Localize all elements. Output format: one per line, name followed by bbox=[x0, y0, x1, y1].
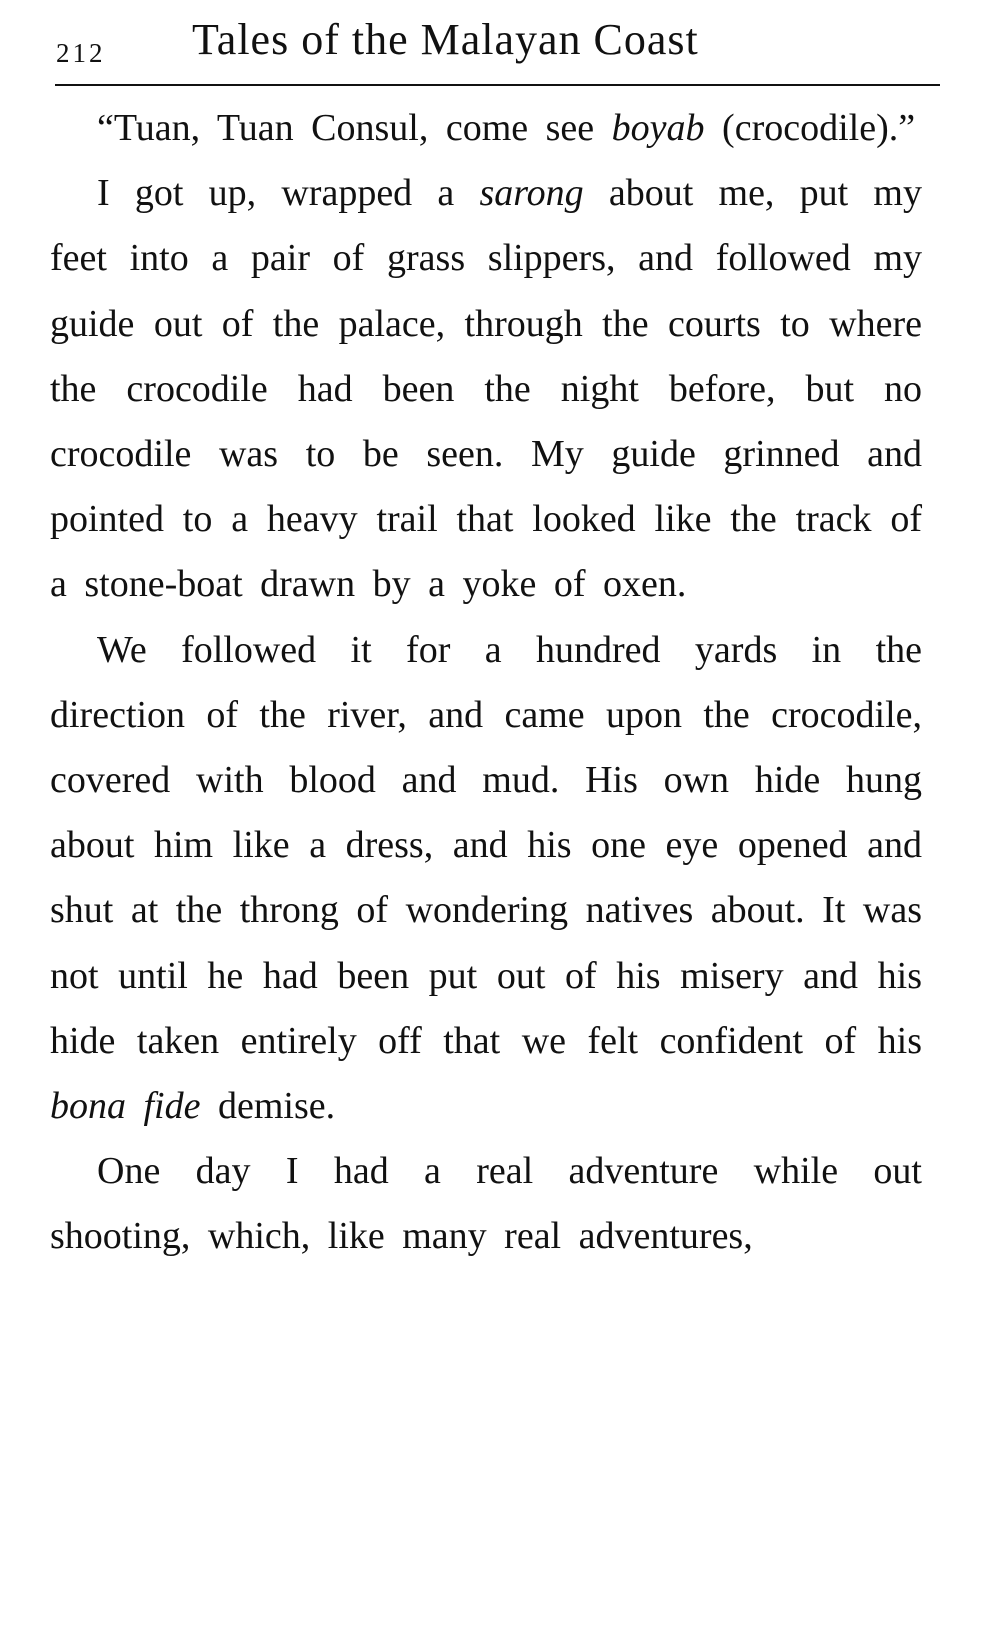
paragraph-2 bbox=[50, 161, 922, 617]
paragraph-1 bbox=[50, 96, 922, 161]
text-run: We followed it for a hundred yards in the direction of the river, and came upon the crocodile, covered with blood and mud. His own hide hung about him like a dress, and his one eye opened and shut at the throng of wondering natives about. It was not until he had been put out of his misery and his hide taken entirely off that we felt confident of his bbox=[50, 628, 922, 1062]
text-run: I got up, wrapped a bbox=[97, 172, 480, 215]
text-run: (crocodile).” bbox=[704, 107, 916, 149]
body-text bbox=[50, 96, 922, 1270]
paragraph-4 bbox=[50, 1139, 922, 1269]
italic-run: boyab bbox=[611, 107, 705, 149]
italic-run: sarong bbox=[479, 172, 584, 215]
header-rule bbox=[55, 84, 940, 86]
page-header bbox=[50, 8, 940, 68]
text-run: about me, put my feet into a pair of grass slippers, and followed my guide out of the palace, through the courts to where the crocodile had been the night before, but no crocodile was to be seen. My guide grinned and pointed to a heavy trail that looked like the track of a stone-boat drawn by a yoke of oxen. bbox=[50, 172, 922, 606]
text-run: One day I had a real adventure while out shooting, which, like many real adventures, bbox=[50, 1150, 922, 1258]
running-title: Tales of the Malayan Coast bbox=[192, 15, 699, 64]
paragraph-3 bbox=[50, 618, 922, 1140]
italic-run: bona fide bbox=[50, 1085, 201, 1128]
text-run: “Tuan, Tuan Consul, come see bbox=[97, 107, 612, 149]
page-number: 212 bbox=[56, 38, 106, 68]
text-run: demise. bbox=[200, 1085, 336, 1128]
